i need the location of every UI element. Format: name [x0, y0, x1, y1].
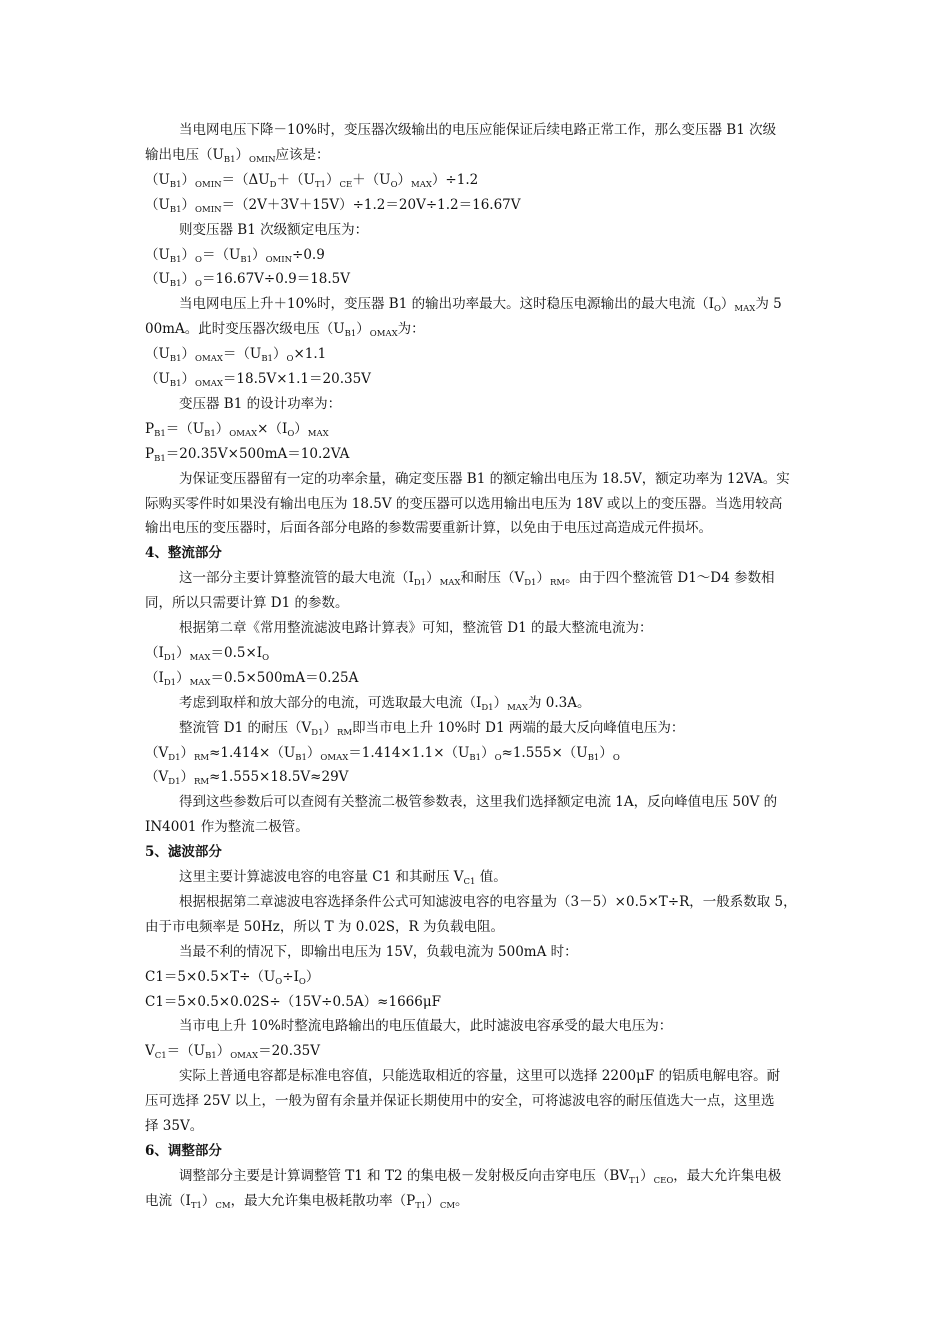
text-line: $(U_{B1})_{OMIN}=(2V+3V+15V)\div 1.2=20V\div 1.2=16.67V$	[145, 196, 521, 215]
text-line: 则变压器 B1 次级额定电压为：	[179, 221, 369, 238]
text-line: $(U_{B1})_{OMAX}=(U_{B1})_O\times 1.1$	[145, 346, 327, 365]
text-line: 择 35V。	[145, 1118, 204, 1134]
section-heading: 5、滤波部分	[145, 844, 222, 861]
text-line: $(V_{D1})_{RM}\approx 1.555\times 18.5V\approx 29V$	[145, 769, 349, 788]
text-line: $(I_{D1})_{MAX}=0.5\times I_O$	[145, 644, 270, 663]
text-line: 调整部分主要是计算调整管 T1 和 T2 的集电极－发射极反向击穿电压$(BV_{T1})_{CEO}$，最大允许集电极	[179, 1167, 782, 1186]
text-line: 整流管 D1 的耐压$(V_{D1})_{RM}$即当市电上升 10%时 D1 两端的最大反向峰值电压为：	[179, 719, 685, 738]
text-line: $V_{C1}=(U_{B1})_{OMAX}=20.35V$	[145, 1043, 320, 1062]
text-line: 同，所以只需要计算 D1 的参数。	[145, 595, 349, 612]
text-line: 这一部分主要计算整流管的最大电流$(I_{D1})_{MAX}$和耐压$(V_{D1})_{RM}$。由于四个整流管 D1～D4 参数相	[179, 570, 775, 589]
text-line: IN4001 作为整流二极管。	[145, 819, 309, 836]
text-line: 这里主要计算滤波电容的电容量 C1 和其耐压 $V_{C1}$ 值。	[179, 869, 507, 887]
text-line: $(U_{B1})_{OMIN}=(\Delta U_D+(U_{T1})_{CE}+(U_O)_{MAX})\div 1.2$	[145, 171, 479, 190]
text-line: 当电网电压上升＋10%时，变压器 B1 的输出功率最大。这时稳压电源输出的最大电流$(I_O)_{MAX}$为 5	[179, 296, 782, 315]
text-line: $(I_{D1})_{MAX}=0.5\times 500mA=0.25A$	[145, 669, 359, 688]
text-line: 输出电压的变压器时，后面各部分电路的参数需要重新计算，以免由于电压过高造成元件损坏。	[145, 520, 712, 537]
text-line: 实际上普通电容都是标准电容值，只能选取相近的容量，这里可以选择 2200μF 的铝质电解电容。耐	[179, 1068, 781, 1085]
text-line: 00mA。此时变压器次级电压$(U_{B1})_{OMAX}$为：	[145, 321, 425, 340]
text-line: $(U_{B1})_O=(U_{B1})_{OMIN}\div 0.9$	[145, 246, 325, 265]
text-line: 输出电压$(U_{B1})_{OMIN}$应该是：	[145, 146, 330, 165]
text-line: 当最不利的情况下，即输出电压为 15V，负载电流为 500mA 时：	[179, 943, 578, 960]
text-line: 当市电上升 10%时整流电路输出的电压值最大，此时滤波电容承受的最大电压为：	[179, 1018, 673, 1035]
section-heading: 4、整流部分	[145, 545, 222, 562]
text-line: $(U_{B1})_{OMAX}=18.5V\times 1.1=20.35V$	[145, 371, 371, 389]
text-line: 根据根据第二章滤波电容选择条件公式可知滤波电容的电容量为（3－5）×0.5×T÷R，一般系数取 5，	[179, 893, 797, 910]
text-line: $P_{B1}=(U_{B1})_{OMAX}\times(I_O)_{MAX}$	[145, 420, 329, 439]
text-line: 际购买零件时如果没有输出电压为 18.5V 的变压器可以选用输出电压为 18V 或以上的变压器。当选用较高	[145, 495, 783, 512]
text-line: 为保证变压器留有一定的功率余量，确定变压器 B1 的额定输出电压为 18.5V，额定功率为 12VA。实	[179, 470, 790, 487]
text-line: C1＝5×0.5×0.02S÷（15V÷0.5A）≈1666μF	[145, 993, 441, 1010]
text-line: 变压器 B1 的设计功率为：	[179, 395, 342, 412]
text-line: $(U_{B1})_O=16.67V\div 0.9=18.5V$	[145, 271, 351, 290]
text-line: 考虑到取样和放大部分的电流，可选取最大电流$(I_{D1})_{MAX}$为 0.3A。	[179, 694, 591, 713]
text-line: 当电网电压下降－10%时，变压器次级输出的电压应能保证后续电路正常工作，那么变压器 B1 次级	[179, 122, 777, 138]
text-line: 压可选择 25V 以上，一般为留有余量并保证长期使用中的安全，可将滤波电容的耐压值选大一点，这里选	[145, 1093, 775, 1110]
text-line: 由于市电频率是 50Hz，所以 T 为 0.02S，R 为负载电阻。	[145, 918, 504, 935]
text-line: $(V_{D1})_{RM}\approx 1.414\times(U_{B1})_{OMAX}=1.414\times 1.1\times(U_{B1})_O\approx 1.555\times(U_{B1})_O$	[145, 744, 620, 763]
text-line: 根据第二章《常用整流滤波电路计算表》可知，整流管 D1 的最大整流电流为：	[179, 620, 653, 636]
text-line: $C1=5\times 0.5\times T\div(U_O\div I_O)$	[145, 968, 320, 987]
text-line: 电流$(I_{T1})_{CM}$，最大允许集电极耗散功率$(P_{T1})_{CM}$。	[145, 1192, 469, 1211]
text-line: $P_{B1}=20.35V\times 500mA=10.2VA$	[145, 445, 350, 464]
text-line: 得到这些参数后可以查阅有关整流二极管参数表，这里我们选择额定电流 1A，反向峰值电压 50V 的	[179, 794, 778, 811]
section-heading: 6、调整部分	[145, 1142, 222, 1159]
